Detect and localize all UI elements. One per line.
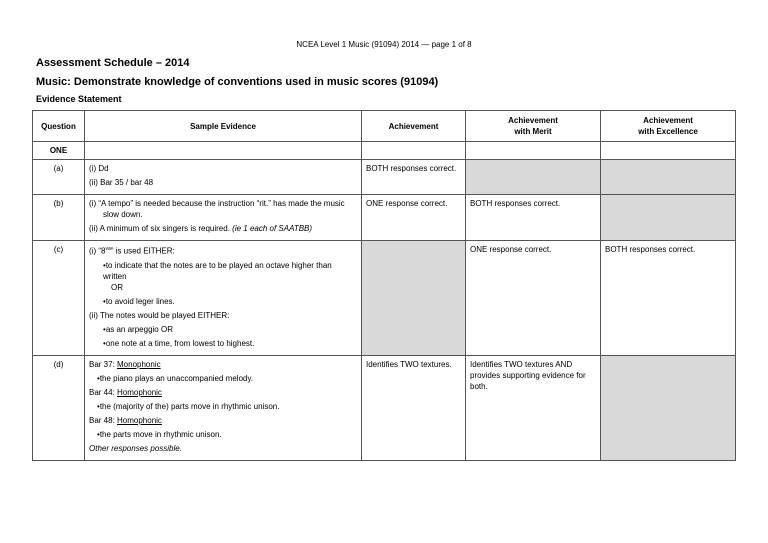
table-row <box>33 195 736 241</box>
table-row <box>33 241 736 356</box>
merit-cell: BOTH responses correct. <box>466 195 601 241</box>
question-label: (c) <box>33 241 85 356</box>
col-evidence-header: Sample Evidence <box>85 111 362 142</box>
section-heading: Evidence Statement <box>36 94 122 104</box>
excellence-cell <box>601 160 736 195</box>
achievement-cell: Identifies TWO textures. <box>362 355 466 460</box>
evidence-table <box>32 110 736 461</box>
page-header: NCEA Level 1 Music (91094) 2014 — page 1 of 8 <box>296 40 472 49</box>
merit-cell <box>466 160 601 195</box>
col-achievement-header: Achievement <box>362 111 466 142</box>
group-row <box>33 142 736 160</box>
evidence-cell: (i) “$8^{va}$” is used EITHER: • to indicate that the notes are to be played an octave higher than written OR • to avoid leger lines. (ii) The notes would be played EITHER: • as an arpeggio OR • one note at a time, from lowest to highest. <box>85 241 362 356</box>
col-merit-header: Achievement with Merit <box>466 111 601 142</box>
table-row <box>33 160 736 195</box>
group-spacer <box>85 142 362 160</box>
evidence-cell: Bar 37: Monophonic • the piano plays an unaccompanied melody. Bar 44: Homophonic • the (majority of the) parts move in rhythmic unison. Bar 48: Homophonic • the parts move in rhythmic unison. Other responses possible. <box>85 355 362 460</box>
merit-cell: ONE response correct. <box>466 241 601 356</box>
document-subtitle: Music: Demonstrate knowledge of conventions used in music scores (91094) <box>36 76 439 88</box>
question-label: (d) <box>33 355 85 460</box>
group-label: ONE <box>33 142 85 160</box>
question-label: (b) <box>33 195 85 241</box>
excellence-cell: BOTH responses correct. <box>601 241 736 356</box>
document-title: Assessment Schedule – 2014 <box>36 57 190 69</box>
achievement-cell <box>362 241 466 356</box>
achievement-cell: ONE response correct. <box>362 195 466 241</box>
col-excellence-header: Achievement with Excellence <box>601 111 736 142</box>
col-question-header: Question <box>33 111 85 142</box>
evidence-cell: (i) Dd (ii) Bar 35 / bar 48 <box>85 160 362 195</box>
achievement-cell: BOTH responses correct. <box>362 160 466 195</box>
question-label: (a) <box>33 160 85 195</box>
table-row <box>33 355 736 460</box>
table-header-row <box>33 111 736 142</box>
excellence-cell <box>601 355 736 460</box>
merit-cell: Identifies TWO textures AND provides supporting evidence for both. <box>466 355 601 460</box>
excellence-cell <box>601 195 736 241</box>
evidence-cell: (i) “A tempo” is needed because the instruction “rit.” has made the music slow down. (ii) A minimum of six singers is required. (ie 1 each of SAATBB) <box>85 195 362 241</box>
